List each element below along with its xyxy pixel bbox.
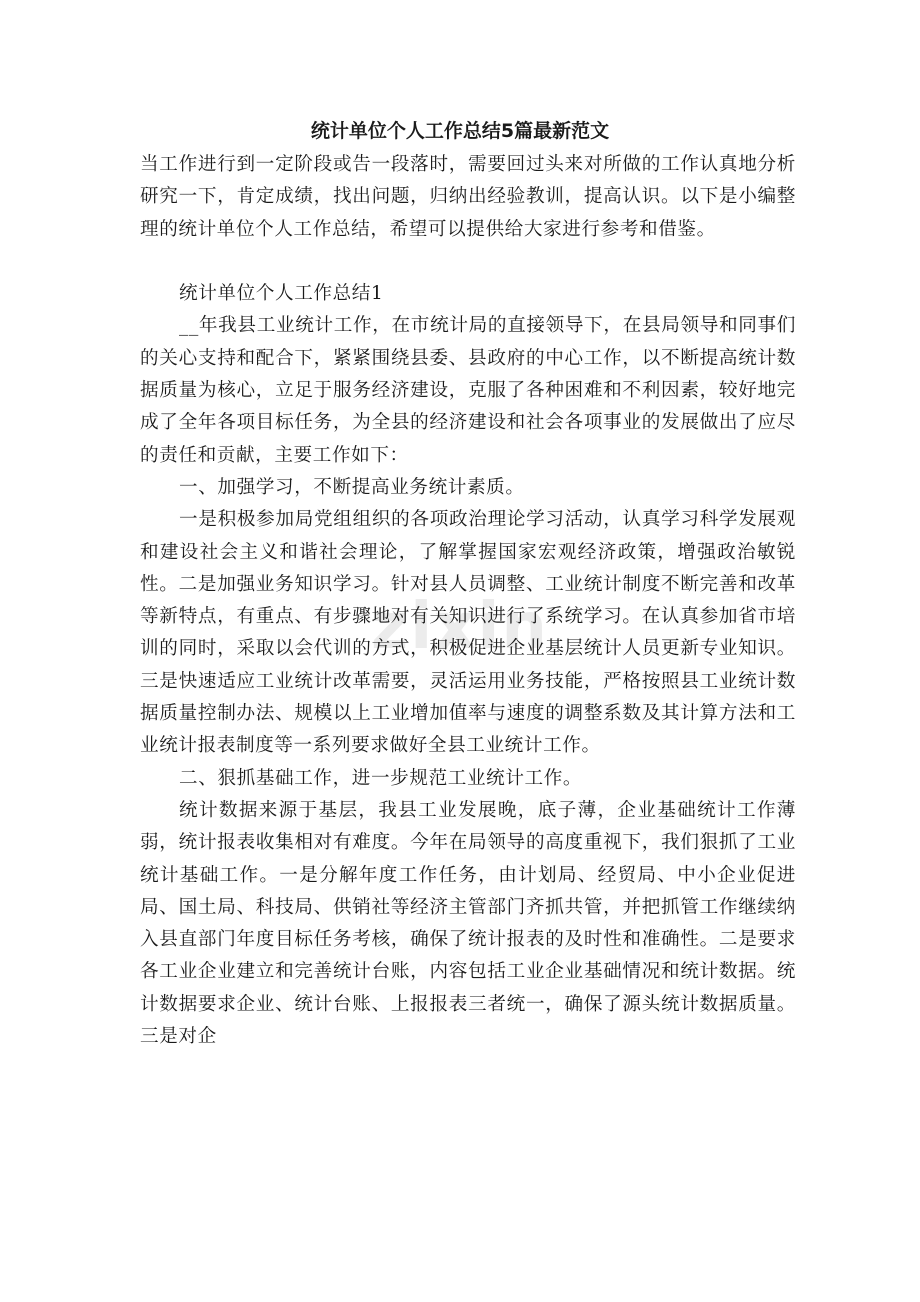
watermark: zixin	[371, 590, 549, 664]
subheading-paragraph: 一、加强学习，不断提高业务统计素质。	[179, 476, 525, 498]
document-title: 统计单位个人工作总结5篇最新范文	[310, 120, 610, 142]
intro-paragraph: 当工作进行到一定阶段或告一段落时，需要回过头来对所做的工作认真地分析研究一下，肯定成绩，找出问题，归纳出经验教训，提高认识。以下是小编整理的统计单位个人工作总结，希望可以提供给大家进行参考和借鉴。	[140, 154, 796, 240]
body-paragraph: 一是积极参加局党组组织的各项政治理论学习活动，认真学习科学发展观和建设社会主义和谐社会理论，了解掌握国家宏观经济政策，增强政治敏锐性。二是加强业务知识学习。针对县人员调整、工业统计制度不断完善和改革等新特点，有重点、有步骤地对有关知识进行了系统学习。在认真参加省市培训的同时，采取以会代训的方式，积极促进企业基层统计人员更新专业知识。三是快速适应工业统计改革需要，灵活运用业务技能，严格按照县工业统计数据质量控制办法、规模以上工业增加值率与速度的调整系数及其计算方法和工业统计报表制度等一系列要求做好全县工业统计工作。	[140, 509, 796, 757]
section-heading: 统计单位个人工作总结1	[179, 283, 384, 305]
paragraph-spacer	[140, 246, 796, 278]
subheading-paragraph: 二、狠抓基础工作，进一步规范工业统计工作。	[179, 767, 583, 789]
body-paragraph: 统计数据来源于基层，我县工业发展晚，底子薄，企业基础统计工作薄弱，统计报表收集相对有难度。今年在局领导的高度重视下，我们狠抓了工业统计基础工作。一是分解年度工作任务，由计划局、经贸局、中小企业促进局、国土局、科技局、供销社等经济主管部门齐抓共管，并把抓管工作继续纳入县直部门年度目标任务考核，确保了统计报表的及时性和准确性。二是要求各工业企业建立和完善统计台账，内容包括工业企业基础情况和统计数据。统计数据要求企业、统计台账、上报报表三者统一，确保了源头统计数据质量。三是对企	[140, 799, 796, 1048]
body-paragraph: __年我县工业统计工作，在市统计局的直接领导下，在县局领导和同事们的关心支持和配合下，紧紧围绕县委、县政府的中心工作，以不断提高统计数据质量为核心，立足于服务经济建设，克服了各种困难和不利因素，较好地完成了全年各项目标任务，为全县的经济建设和社会各项事业的发展做出了应尽的责任和贡献，主要工作如下：	[140, 315, 796, 466]
document-body	[140, 149, 796, 1053]
